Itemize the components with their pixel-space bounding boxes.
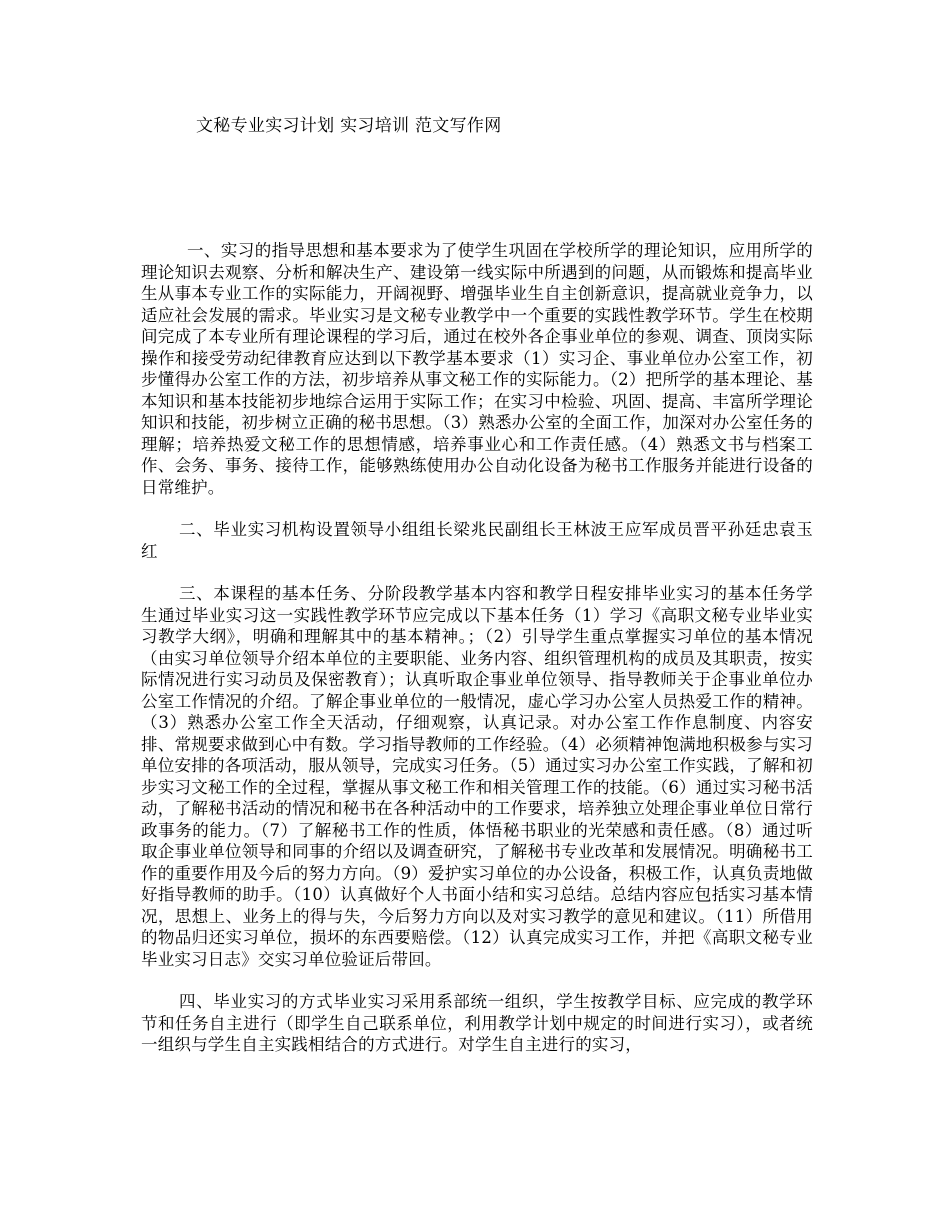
document-body — [141, 240, 813, 1077]
paragraph-basic-tasks: 三、本课程的基本任务、分阶段教学基本内容和教学日程安排毕业实习的基本任务学生通过毕业实习这一实践性教学环节应完成以下基本任务（1）学习《高职文秘专业毕业实习教学大纲》，明确和理解其中的基本精神。；（2）引导学生重点掌握实习单位的基本情况（由实习单位领导介绍本单位的主要职能、业务内容、组织管理机构的成员及其职责，按实际情况进行实习动员及保密教育）；认真听取企事业单位领导、指导教师关于企事业单位办公室工作情况的介绍。了解企事业单位的一般情况，虚心学习办公室人员热爱工作的精神。（3）熟悉办公室工作全天活动，仔细观察，认真记录。对办公室工作作息制度、内容安排、常规要求做到心中有数。学习指导教师的工作经验。（4）必须精神饱满地积极参与实习单位安排的各项活动，服从领导，完成实习任务。（5）通过实习办公室工作实践，了解和初步实习文秘工作的全过程，掌握从事文秘工作和相关管理工作的技能。（6）通过实习秘书活动，了解秘书活动的情况和秘书在各种活动中的工作要求，培养独立处理企事业单位日常行政事务的能力。（7）了解秘书工作的性质，体悟秘书职业的光荣感和责任感。（8）通过听取企事业单位领导和同事的介绍以及调查研究，了解秘书专业改革和发展情况。明确秘书工作的重要作用及今后的努力方向。（9）爱护实习单位的办公设备，积极工作，认真负责地做好指导教师的助手。（10）认真做好个人书面小结和实习总结。总结内容应包括实习基本情况，思想上、业务上的得与失，今后努力方向以及对实习教学的意见和建议。（11）所借用的物品归还实习单位，损坏的东西要赔偿。（12）认真完成实习工作，并把《高职文秘专业毕业实习日志》交实习单位验证后带回。 — [141, 584, 813, 969]
paragraph-organization: 二、毕业实习机构设置领导小组组长梁兆民副组长王林波王应军成员晋平孙廷忠袁玉红 — [141, 520, 813, 561]
paragraph-guiding-principles: 一、实习的指导思想和基本要求为了使学生巩固在学校所学的理论知识，应用所学的理论知识去观察、分析和解决生产、建设第一线实际中所遇到的问题，从而锻炼和提高毕业生从事本专业工作的实际能力，开阔视野、增强毕业生自主创新意识，提高就业竞争力，以适应社会发展的需求。毕业实习是文秘专业教学中一个重要的实践性教学环节。学生在校期间完成了本专业所有理论课程的学习后，通过在校外各企事业单位的参观、调查、顶岗实际操作和接受劳动纪律教育应达到以下教学基本要求（1）实习企、事业单位办公室工作，初步懂得办公室工作的方法，初步培养从事文秘工作的实际能力。（2）把所学的基本理论、基本知识和基本技能初步地综合运用于实际工作；在实习中检验、巩固、提高、丰富所学理论知识和技能，初步树立正确的秘书思想。（3）熟悉办公室的全面工作，加深对办公室任务的理解；培养热爱文秘工作的思想情感，培养事业心和工作责任感。（4）熟悉文书与档案工作、会务、事务、接待工作，能够熟练使用办公自动化设备为秘书工作服务并能进行设备的日常维护。 — [141, 241, 813, 497]
document-title: 文秘专业实习计划 实习培训 范文写作网 — [196, 116, 502, 136]
paragraph-internship-method: 四、毕业实习的方式毕业实习采用系部统一组织，学生按教学目标、应完成的教学环节和任务自主进行（即学生自己联系单位，利用教学计划中规定的时间进行实习），或者统一组织与学生自主实践相结合的方式进行。对学生自主进行的实习， — [141, 992, 813, 1054]
